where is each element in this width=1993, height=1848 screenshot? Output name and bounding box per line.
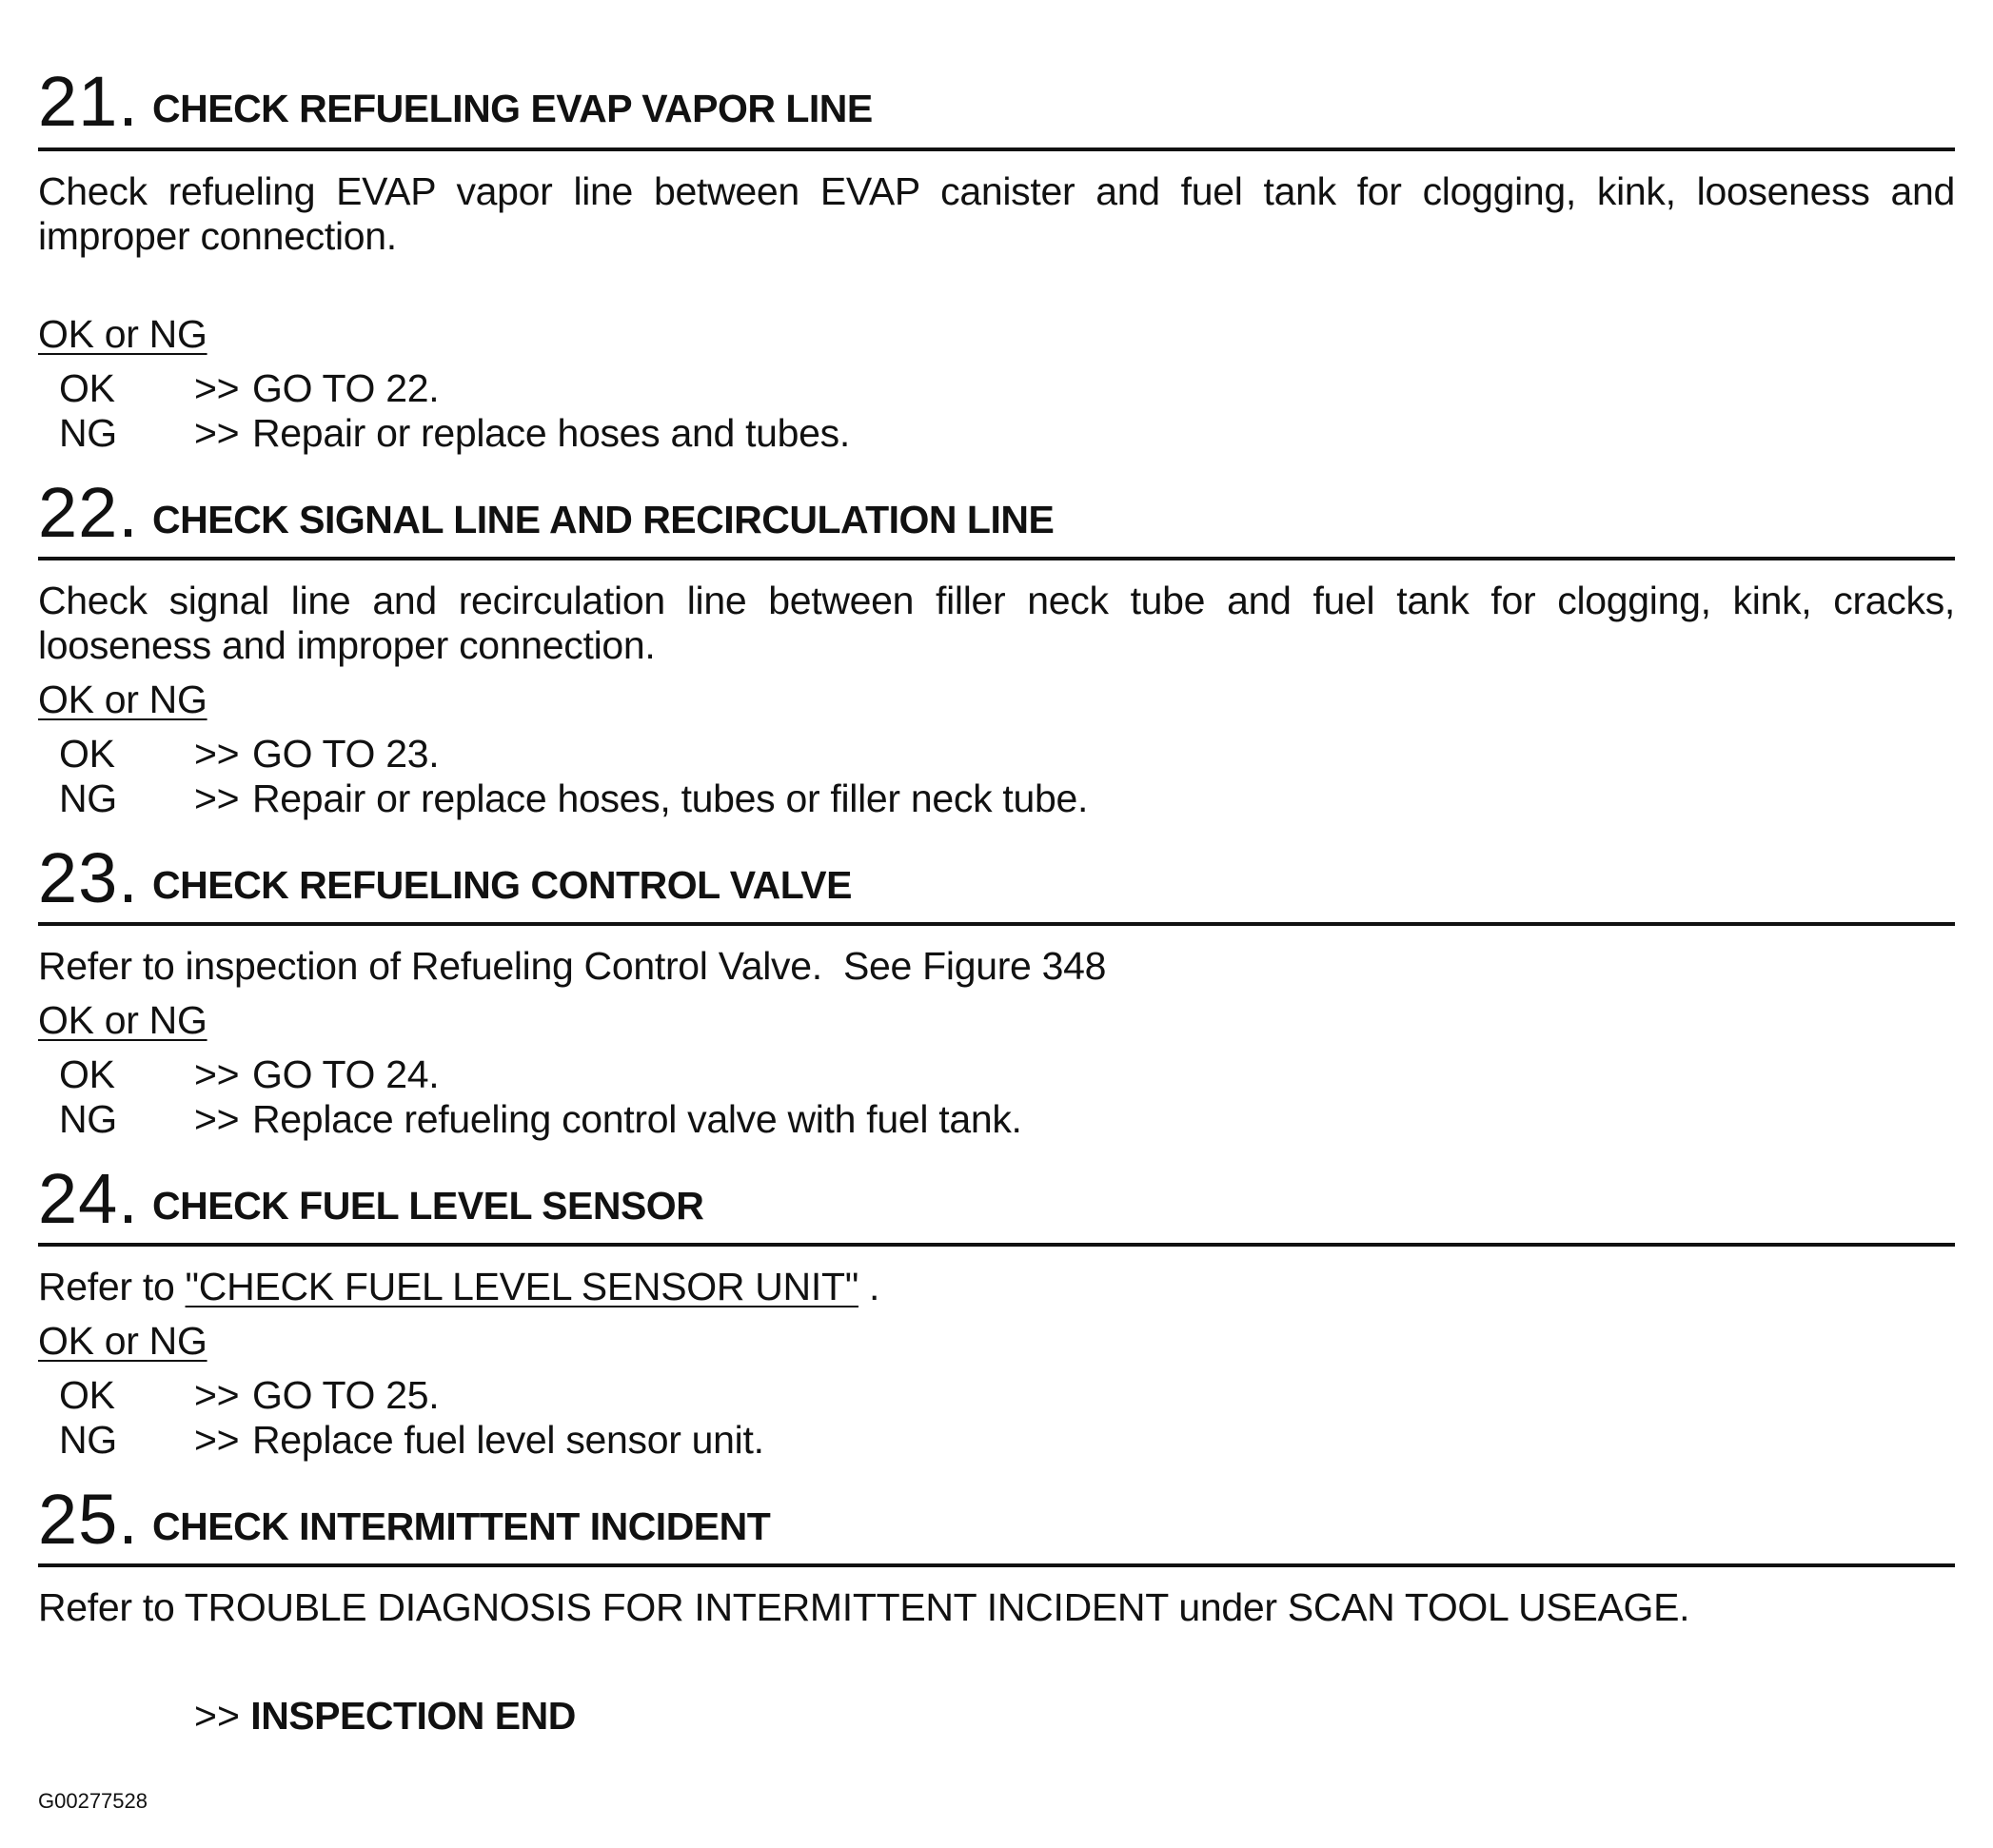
outcome-code: OK — [59, 732, 115, 776]
step-header — [38, 1156, 1955, 1242]
step-number: 22. — [38, 473, 139, 552]
step-number: 25. — [38, 1480, 139, 1559]
arrow-marker: >> — [194, 1694, 240, 1738]
fuel-level-sensor-link[interactable]: "CHECK FUEL LEVEL SENSOR UNIT" — [185, 1265, 858, 1308]
outcome-code: NG — [59, 1097, 117, 1141]
outcome-ok — [38, 1052, 1942, 1097]
outcome-ok — [38, 366, 1942, 411]
arrow-marker: >> — [194, 1097, 240, 1141]
step-header — [38, 59, 1955, 145]
instruction-prefix: Refer to — [38, 1265, 186, 1308]
arrow-marker: >> — [194, 777, 240, 820]
outcome-action: Repair or replace hoses and tubes. — [252, 411, 850, 455]
section-divider — [38, 557, 1955, 560]
step-title: CHECK SIGNAL LINE AND RECIRCULATION LINE — [152, 498, 1055, 541]
step-22 — [38, 470, 1955, 820]
outcome-ng — [38, 1418, 1942, 1463]
section-divider — [38, 922, 1955, 926]
ok-or-ng-label: OK or NG — [38, 312, 207, 356]
outcome-ng — [38, 411, 1942, 456]
instruction-suffix: . — [858, 1265, 880, 1308]
step-instruction: Check signal line and recirculation line between filler neck tube and fuel tank for clogging, kink, cracks, looseness and improper connection. — [38, 579, 1955, 667]
arrow-marker: >> — [194, 1373, 240, 1417]
outcome-action: GO TO 22. — [252, 366, 440, 410]
step-instruction — [38, 1265, 1955, 1309]
section-divider — [38, 147, 1955, 151]
outcome-ng — [38, 1097, 1942, 1142]
step-23 — [38, 836, 1955, 1141]
outcome-code: OK — [59, 1373, 115, 1417]
outcome-code: OK — [59, 1052, 115, 1096]
arrow-marker: >> — [194, 1418, 240, 1462]
outcome-action: Repair or replace hoses, tubes or filler neck tube. — [252, 777, 1089, 820]
step-title: CHECK REFUELING EVAP VAPOR LINE — [152, 87, 873, 130]
outcome-code: OK — [59, 366, 115, 410]
section-divider — [38, 1563, 1955, 1567]
step-header — [38, 1477, 1955, 1563]
ok-or-ng-label: OK or NG — [38, 998, 207, 1042]
ok-or-ng-label: OK or NG — [38, 678, 207, 721]
inspection-end-label: INSPECTION END — [250, 1694, 576, 1738]
arrow-marker: >> — [194, 366, 240, 410]
step-25 — [38, 1477, 1955, 1629]
step-header — [38, 470, 1955, 556]
step-title: CHECK INTERMITTENT INCIDENT — [152, 1504, 771, 1548]
step-instruction: Refer to inspection of Refueling Control Valve. See Figure 348 — [38, 944, 1107, 988]
step-21 — [38, 59, 1955, 455]
step-instruction: Check refueling EVAP vapor line between EVAP canister and fuel tank for clogging, kink, looseness and improper connection. — [38, 169, 1955, 258]
outcome-code: NG — [59, 411, 117, 455]
outcome-action: GO TO 23. — [252, 732, 440, 776]
arrow-marker: >> — [194, 411, 240, 455]
outcome-ok — [38, 1373, 1942, 1418]
step-number: 23. — [38, 838, 139, 917]
step-number: 21. — [38, 62, 139, 141]
outcome-code: NG — [59, 777, 117, 820]
step-instruction: Refer to TROUBLE DIAGNOSIS FOR INTERMITTENT INCIDENT under SCAN TOOL USEAGE. — [38, 1585, 1690, 1629]
outcome-action: Replace refueling control valve with fuel tank. — [252, 1097, 1022, 1141]
step-title: CHECK FUEL LEVEL SENSOR — [152, 1184, 704, 1228]
outcome-ok — [38, 732, 1942, 777]
section-divider — [38, 1243, 1955, 1247]
outcome-code: NG — [59, 1418, 117, 1462]
inspection-end — [194, 1694, 576, 1739]
arrow-marker: >> — [194, 1052, 240, 1096]
step-number: 24. — [38, 1159, 139, 1238]
figure-code: G00277528 — [38, 1789, 148, 1813]
outcome-ng — [38, 777, 1942, 821]
outcome-action: GO TO 25. — [252, 1373, 440, 1417]
arrow-marker: >> — [194, 732, 240, 776]
step-header — [38, 836, 1955, 921]
outcome-action: Replace fuel level sensor unit. — [252, 1418, 764, 1462]
step-title: CHECK REFUELING CONTROL VALVE — [152, 863, 852, 907]
ok-or-ng-label: OK or NG — [38, 1319, 207, 1363]
step-24 — [38, 1156, 1955, 1462]
outcome-action: GO TO 24. — [252, 1052, 440, 1096]
